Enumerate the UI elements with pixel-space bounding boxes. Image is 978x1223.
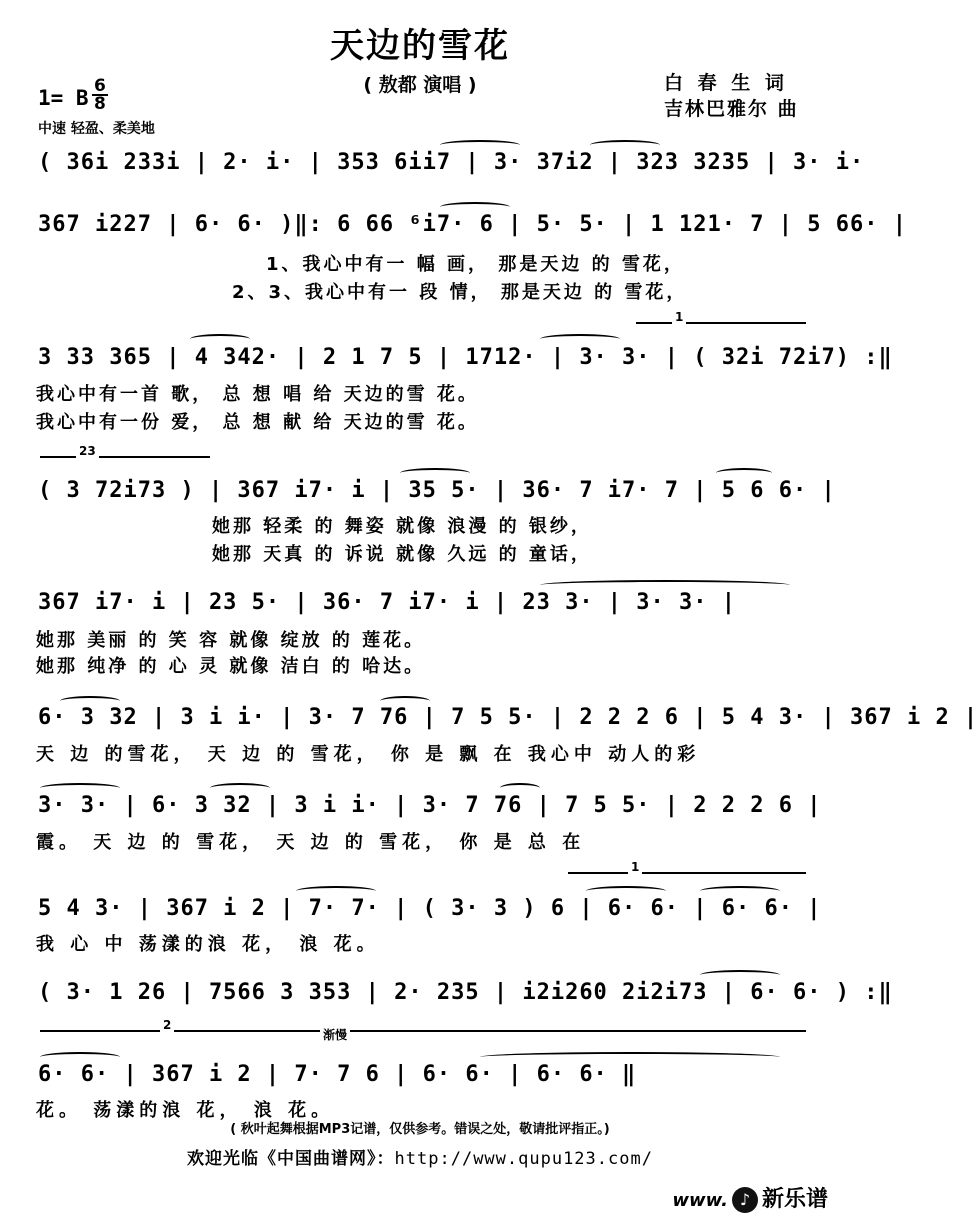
slur: [440, 140, 520, 150]
tempo-change-marking: 渐慢: [320, 1026, 350, 1043]
score-line-5: 367 i7· i | 23 5· | 36· 7 i7· i | 23 3· | 3· 3· |: [38, 590, 737, 615]
lyric-line-8: 我 心 中 荡漾的浪 花， 浪 花。: [36, 934, 380, 955]
volta-label: 2: [160, 1018, 174, 1032]
volta-bracket-1b: [568, 860, 806, 884]
lyric-line-5b: 她那 纯净 的 心 灵 就像 洁白 的 哈达。: [36, 656, 426, 677]
lyric-line-4b: 她那 天真 的 诉说 就像 久远 的 童话，: [212, 544, 592, 565]
meter-bottom: 8: [94, 94, 106, 114]
slur: [400, 468, 470, 478]
score-line-6: 6· 3 32 | 3 i i· | 3· 7 76 | 7 5 5· | 2 2 2 6 | 5 4 3· | 367 i 2 |: [38, 705, 978, 730]
score-line-7: 3· 3· | 6· 3 32 | 3 i i· | 3· 7 76 | 7 5 5· | 2 2 2 6 |: [38, 793, 822, 818]
slur: [590, 140, 660, 150]
lyric-line-5a: 她那 美丽 的 笑 容 就像 绽放 的 莲花。: [36, 630, 426, 651]
lyric-line-10: 花。 荡漾的浪 花， 浪 花。: [36, 1100, 335, 1121]
site-credit: [0, 1144, 840, 1169]
volta-label: 23: [76, 444, 99, 458]
volta-label: 1: [672, 310, 686, 324]
slur: [296, 886, 376, 896]
site-text: 欢迎光临《中国曲谱网》：: [187, 1149, 395, 1169]
slur: [700, 886, 780, 896]
slur: [60, 696, 120, 706]
slur: [190, 334, 250, 344]
slur: [210, 783, 270, 793]
site-url[interactable]: http://www.qupu123.com/: [394, 1149, 653, 1169]
score-line-1: ( 36i 233i | 2· i· | 353 6ii7 | 3· 37i2 | 323 3235 | 3· i·: [38, 150, 865, 175]
score-line-9: ( 3· 1 26 | 7566 3 353 | 2· 235 | i2i260 2i2i73 | 6· 6· ) :‖: [38, 980, 893, 1005]
slur: [700, 970, 780, 980]
tempo-marking: 中速 轻盈、柔美地: [38, 121, 155, 137]
slur: [586, 886, 666, 896]
slur: [500, 783, 540, 793]
singer-credit: ( 敖都 演唱 ): [363, 74, 477, 96]
slur: [716, 468, 772, 478]
lyric-line-3b: 我心中有一份 爱， 总 想 献 给 天边的雪 花。: [36, 412, 479, 433]
transcription-note: ( 秋叶起舞根据MP3记谱，仅供参考。错误之处，敬请批评指正。): [230, 1122, 610, 1137]
volta-bracket-1: [636, 310, 806, 334]
volta-bracket-23: [40, 444, 210, 468]
meter-top: 6: [94, 76, 106, 96]
lyricist-credit: 白 春 生 词: [664, 72, 788, 94]
lyric-line-4a: 她那 轻柔 的 舞姿 就像 浪漫 的 银纱，: [212, 516, 592, 537]
lyric-line-7: 霞。 天 边 的 雪花， 天 边 的 雪花， 你 是 总 在: [36, 832, 586, 853]
lyric-line-2a: 1、我心中有一 幅 画， 那是天边 的 雪花，: [266, 254, 685, 275]
slur: [40, 783, 120, 793]
slur: [480, 1052, 780, 1062]
slur: [540, 334, 620, 344]
watermark-www: www.: [672, 1190, 728, 1211]
page-title: 天边的雪花: [330, 26, 510, 66]
score-line-2: 367 i227 | 6· 6· )‖: 6 66 ⁶i7· 6 | 5· 5· | 1 121· 7 | 5 66· |: [38, 212, 907, 237]
volta-bracket-2: [40, 1018, 806, 1042]
slur: [380, 696, 430, 706]
composer-credit: 吉林巴雅尔 曲: [664, 98, 799, 120]
time-signature: [92, 78, 108, 112]
slur: [40, 1052, 120, 1062]
volta-label: 1: [628, 860, 642, 874]
lyric-line-6: 天 边 的雪花， 天 边 的 雪花， 你 是 飘 在 我心中 动人的彩: [36, 744, 701, 765]
key-signature: 1= B: [38, 86, 89, 110]
slur: [540, 580, 790, 590]
watermark-brand: 新乐谱: [761, 1187, 828, 1212]
music-note-icon: ♪: [732, 1187, 758, 1213]
watermark-logo: [672, 1182, 828, 1213]
score-line-10: 6· 6· | 367 i 2 | 7· 7 6 | 6· 6· | 6· 6· ‖: [38, 1062, 637, 1087]
lyric-line-2b: 2、3、我心中有一 段 情， 那是天边 的 雪花，: [232, 282, 688, 303]
score-line-8: 5 4 3· | 367 i 2 | 7· 7· | ( 3· 3 ) 6 | 6· 6· | 6· 6· |: [38, 896, 822, 921]
score-line-3: 3 33 365 | 4 342· | 2 1 7 5 | 1712· | 3· 3· | ( 32i 72i7) :‖: [38, 345, 893, 370]
lyric-line-3a: 我心中有一首 歌， 总 想 唱 给 天边的雪 花。: [36, 384, 479, 405]
score-line-4: ( 3 72i73 ) | 367 i7· i | 35 5· | 36· 7 i7· 7 | 5 6 6· |: [38, 478, 836, 503]
slur: [440, 202, 510, 212]
